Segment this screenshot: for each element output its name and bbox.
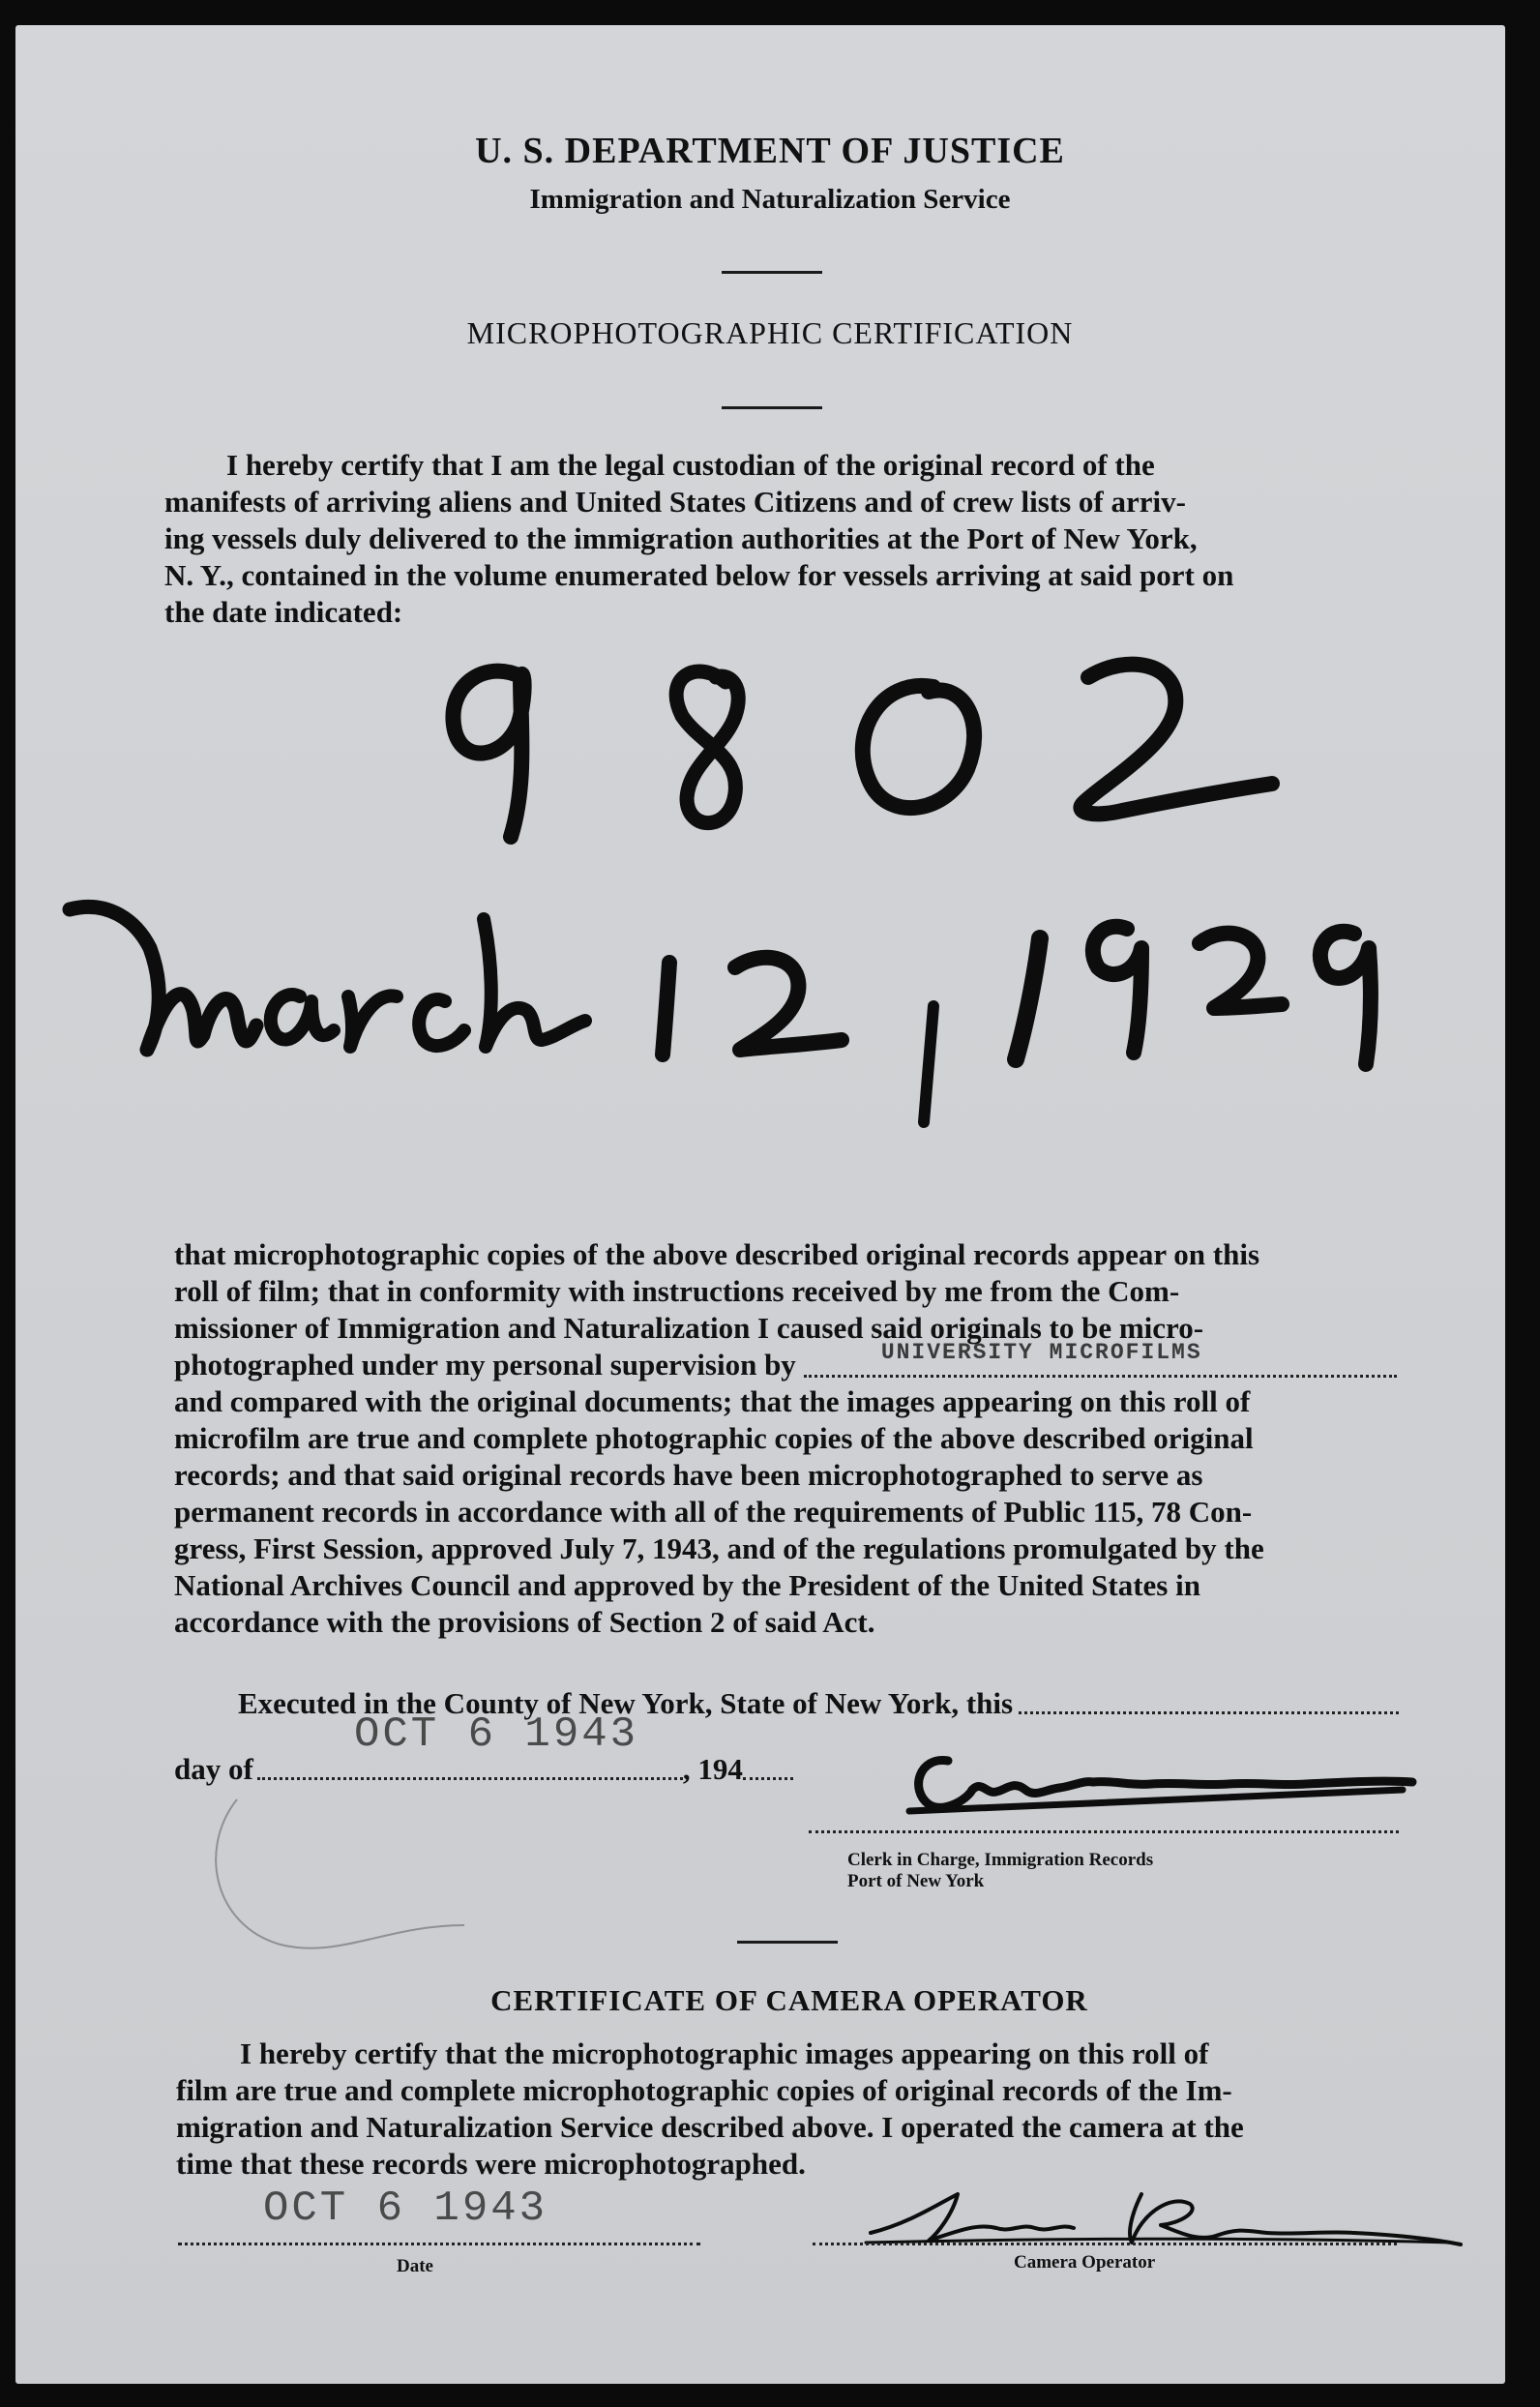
body-line: and compared with the original documents; that the images appearing on this roll of [174,1384,1251,1418]
handwritten-volume-number [406,639,1296,861]
executed-text: Executed in the County of New York, State of New York, this [238,1686,1014,1720]
camera-date-label: Date [397,2256,433,2276]
executed-day-field [1019,1711,1399,1714]
body-line: that microphotographic copies of the above described original records appear on this [174,1237,1260,1271]
camera-certificate-title: CERTIFICATE OF CAMERA OPERATOR [490,1983,1088,2017]
microfilm-company-field [804,1340,1397,1378]
camera-certificate-paragraph [176,2036,1403,2183]
body-line-supervision [174,1340,1397,1383]
microfilm-company: UNIVERSITY MICROFILMS [880,1340,1202,1365]
clerk-signature-line [809,1830,1399,1833]
year-field [743,1777,793,1780]
body-line: photographed under my personal supervision by [174,1348,796,1382]
camera-line: I hereby certify that the microphotographic images appearing on this roll of [240,2036,1209,2070]
intro-line: ing vessels duly delivered to the immigration authorities at the Port of New York, [164,521,1198,555]
intro-paragraph [164,447,1387,631]
handwritten-date [58,880,1451,1142]
year-label: , 194 [682,1752,743,1786]
camera-line: time that these records were microphotographed. [176,2147,806,2181]
camera-operator-line [813,2243,1397,2245]
camera-operator-signature [851,2175,1470,2262]
body-line: roll of film; that in conformity with instructions received by me from the Com- [174,1274,1180,1308]
body-line: microfilm are true and complete photographic copies of the above described original [174,1421,1254,1455]
camera-line: migration and Naturalization Service described above. I operated the camera at the [176,2110,1244,2144]
intro-line: N. Y., contained in the volume enumerated below for vessels arriving at said port on [164,558,1234,592]
intro-line: I hereby certify that I am the legal custodian of the original record of the [226,448,1155,482]
camera-line: film are true and complete microphotographic copies of original records of the Im- [176,2073,1232,2107]
body-line: National Archives Council and approved by the President of the United States in [174,1568,1200,1602]
clerk-title-line: Port of New York [847,1871,985,1891]
title-divider [722,406,822,409]
body-line: records; and that said original records have been microphotographed to serve as [174,1458,1203,1492]
clerk-title [847,1850,1153,1892]
body-line: permanent records in accordance with all of the requirements of Public 115, 78 Con- [174,1495,1253,1529]
service-subheading: Immigration and Naturalization Service [529,184,1011,215]
clerk-signature [890,1722,1432,1828]
day-of-field [257,1777,683,1780]
camera-date-stamp: OCT 6 1943 [263,2184,548,2233]
body-line: accordance with the provisions of Section 2 of said Act. [174,1605,875,1639]
execution-date-stamp: OCT 6 1943 [354,1710,639,1759]
section-divider [737,1941,838,1944]
body-paragraph [174,1236,1397,1641]
camera-date-line [178,2243,700,2245]
faint-pencil-mark [193,1790,503,1964]
intro-line: manifests of arriving aliens and United States Citizens and of crew lists of arriv- [164,485,1186,519]
document-title: MICROPHOTOGRAPHIC CERTIFICATION [466,315,1074,350]
body-line: missioner of Immigration and Naturalization I caused said originals to be micro- [174,1311,1204,1345]
camera-operator-label: Camera Operator [1014,2252,1156,2273]
intro-line: the date indicated: [164,595,403,629]
header-divider [722,271,822,274]
day-of-label: day of [174,1752,253,1786]
agency-heading: U. S. DEPARTMENT OF JUSTICE [475,131,1065,171]
clerk-title-line: Clerk in Charge, Immigration Records [847,1850,1154,1870]
body-line: gress, First Session, approved July 7, 1943, and of the regulations promulgated by the [174,1531,1264,1565]
certificate-page [15,25,1505,2384]
